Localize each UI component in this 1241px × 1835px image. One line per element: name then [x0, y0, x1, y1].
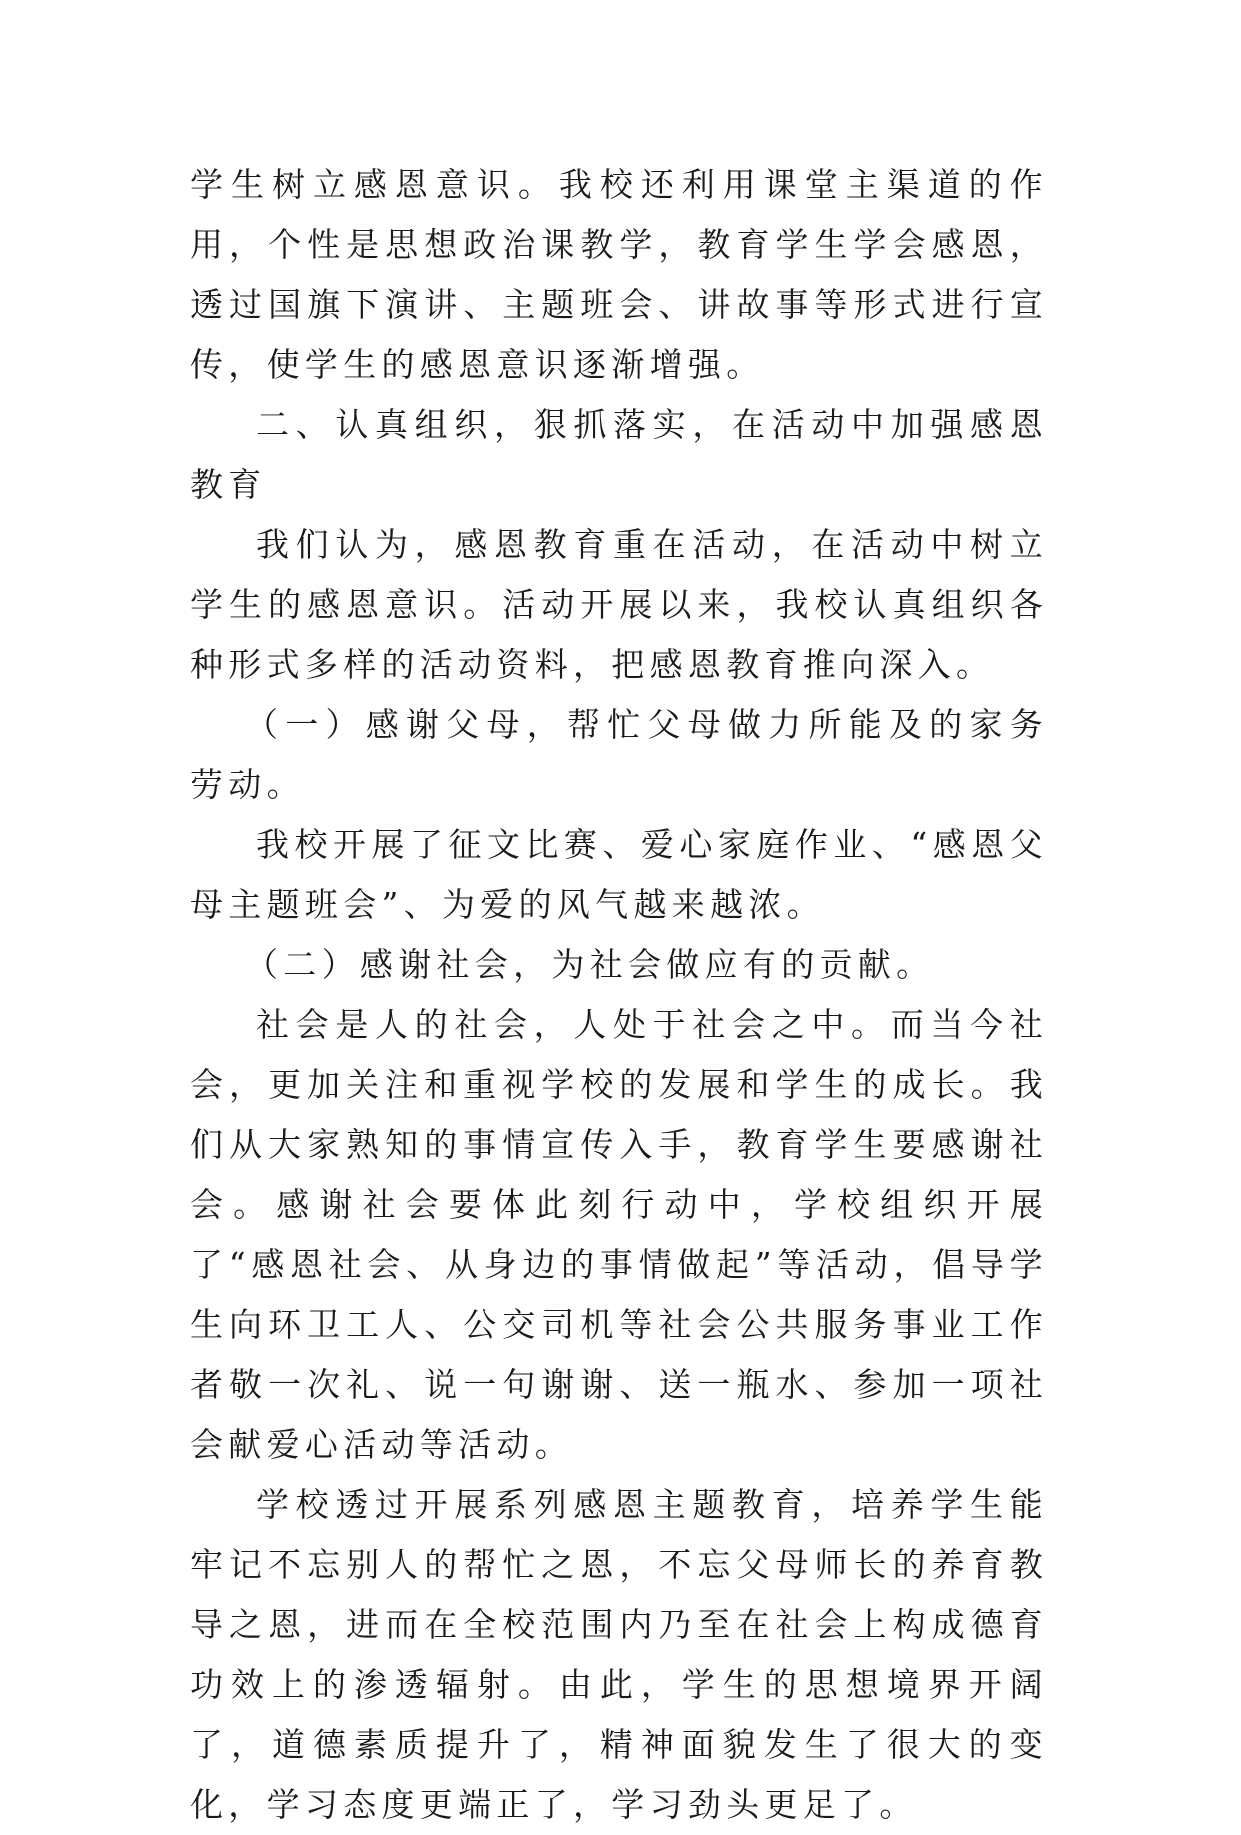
paragraph-parents: 我校开展了征文比赛、爱心家庭作业、“感恩父母主题班会”、为爱的风气越来越浓。 — [190, 825, 1048, 924]
subheading-2: （二）感谢社会，为社会做应有的贡献。 — [245, 945, 935, 984]
paragraph-intro: 我们认为，感恩教育重在活动，在活动中树立学生的感恩意识。活动开展以来，我校认真组织各种形式多样的活动资料，把感恩教育推向深入。 — [190, 525, 1048, 684]
paragraph-conclusion: 学校透过开展系列感恩主题教育，培养学生能牢记不忘别人的帮忙之恩，不忘父母师长的养育教导之恩，进而在全校范围内乃至在社会上构成德育功效上的渗透辐射。由此，学生的思想境界开阔了，道德素质提升了，精神面貌发生了很大的变化，学习态度更端正了，学习劲头更足了。 — [190, 1485, 1048, 1824]
section-heading-2: 二、认真组织，狠抓落实，在活动中加强感恩教育 — [190, 405, 1048, 504]
document-body — [190, 155, 1048, 1835]
paragraph-continuation: 学生树立感恩意识。我校还利用课堂主渠道的作用，个性是思想政治课教学，教育学生学会感恩，透过国旗下演讲、主题班会、讲故事等形式进行宣传，使学生的感恩意识逐渐增强。 — [190, 165, 1048, 384]
subheading-1: （一）感谢父母，帮忙父母做力所能及的家务劳动。 — [190, 705, 1048, 804]
paragraph-society: 社会是人的社会，人处于社会之中。而当今社会，更加关注和重视学校的发展和学生的成长。我们从大家熟知的事情宣传入手，教育学生要感谢社会。感谢社会要体此刻行动中，学校组织开展了“感恩社会、从身边的事情做起”等活动，倡导学生向环卫工人、公交司机等社会公共服务事业工作者敬一次礼、说一句谢谢、送一瓶水、参加一项社会献爱心活动等活动。 — [190, 1005, 1048, 1464]
